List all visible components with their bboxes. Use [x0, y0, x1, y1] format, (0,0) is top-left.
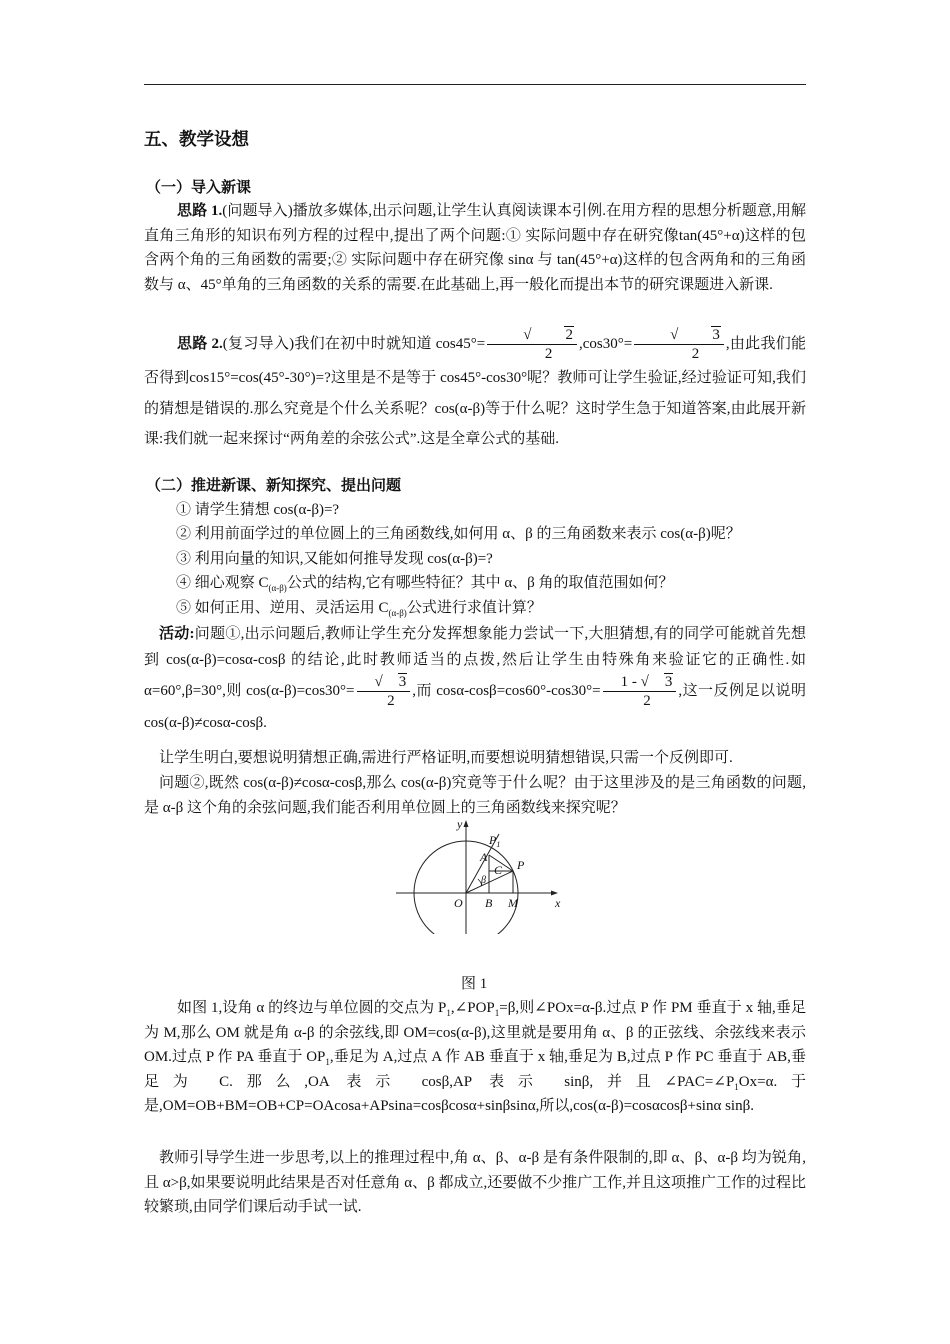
derivation-text-b: ,∠POP: [450, 1000, 495, 1016]
derivation-text-a: 如图 1,设角 α 的终边与单位圆的交点为 P: [177, 1000, 447, 1016]
activity-label: 活动:: [159, 626, 195, 642]
subscript-1: 1: [734, 1081, 739, 1092]
paragraph-derivation: [144, 996, 806, 1119]
fraction-denominator: 2: [643, 693, 651, 709]
label-p1-subscript: 1: [496, 840, 501, 849]
label-a: A: [480, 850, 488, 864]
label-c: C: [494, 863, 503, 877]
x-axis-arrow: [551, 891, 558, 896]
question-2: ② 利用前面学过的单位圆上的三角函数线,如何用 α、β 的三角函数来表示 cos(α-β)呢？: [176, 526, 741, 542]
label-p: P: [517, 858, 525, 872]
derivation-text-e: Ox=α.于是,OM=OB+BM=OB+CP=OAcosa+APsina=cosβcosα+sinβsinα,所以,cos(α-β)=cosαcosβ+sinα sinβ.: [144, 1073, 806, 1114]
fraction-one-minus-sqrt3-over-2: $\frac{1 - √ 3}{2}$: [603, 673, 677, 710]
fraction-sqrt3-over-2-b: $\frac{√ 3}{2}$: [357, 673, 411, 710]
question-4-text-a: ④ 细心观察 C: [176, 575, 269, 591]
approach-1-text: (问题导入)播放多媒体,出示问题,让学生认真阅读课本引例.在用方程的思想分析题意,用解直角三角形的知识布列方程的过程中,提出了两个问题:① 实际问题中存在研究像tan(45°+α)这样的包含两个角的三角函数的需要;② 实际问题中存在研究像 sinα 与 tan(45°+α)这样的包含两角和的三角函数与 α、45°单角的三角函数的关系的需要.在此基础上,再一般化而提出本节的研究课题进入新课.: [144, 203, 806, 293]
derivation-text-d: ,垂足为 A,过点 A 作 AB 垂直于 x 轴,垂足为 B,过点 P 作 PC 垂直于 AB,垂足为 C.那么,OA 表示 cosβ,AP 表示 sinβ,并且∠PAC=∠P: [144, 1049, 807, 1090]
paragraph-question-2: 问题②,既然 cos(α-β)≠cosα-cosβ,那么 cos(α-β)究竟等于什么呢？由于这里涉及的是三角函数的问题,是 α-β 这个角的余弦问题,我们能否利用单位圆上的三角函数线来探究呢？: [144, 775, 806, 816]
label-b: B: [485, 896, 493, 910]
paragraph-approach-1: [144, 199, 806, 297]
approach-1-label: 思路 1.: [177, 203, 223, 219]
fraction-denominator: 2: [544, 346, 553, 362]
label-beta: β: [481, 875, 486, 886]
figure-caption: 图 1: [461, 976, 488, 992]
fraction-sqrt3-over-2: $\frac{√ 3}{2}$: [634, 326, 724, 363]
subscript-1: 1: [446, 1008, 451, 1018]
approach-2-text-b: ,cos30°=: [578, 335, 633, 352]
question-5-text-a: ⑤ 如何正用、逆用、灵活运用 C: [176, 600, 389, 616]
fraction-sqrt2-over-2: $\frac{√ 2}{2}$: [487, 326, 577, 363]
question-4-subscript: (α-β): [268, 583, 287, 593]
label-x: x: [555, 896, 561, 910]
label-p1-letter: P: [489, 833, 497, 847]
derivation-text-c: =β,则∠POx=α-β.过点 P 作 PM 垂直于 x 轴,垂足为 M,那么 OM 就是角 α-β 的余弦线,即 OM=cos(α-β),这里就是要用角 α、β 的正弦线、余弦线来表示 OM.过点 P 作 PA 垂直于 OP: [144, 1000, 807, 1065]
subscript-1: 1: [494, 1008, 500, 1018]
y-axis-arrow: [464, 820, 469, 827]
question-3: ③ 利用向量的知识,又能如何推导发现 cos(α-β)=?: [176, 551, 493, 567]
paragraph-approach-2: [144, 326, 806, 455]
fraction-denominator: 2: [691, 346, 700, 362]
subscript-1: 1: [325, 1057, 330, 1067]
label-m: M: [508, 896, 518, 910]
paragraph-proof-note: 让学生明白,要想说明猜想正确,需进行严格证明,而要想说明猜想错误,只需一个反例即可.: [159, 750, 733, 766]
fraction-denominator: 2: [387, 693, 395, 709]
question-1: ① 请学生猜想 cos(α-β)=?: [176, 502, 340, 518]
question-4-text-b: 公式的结构,它有哪些特征？其中 α、β 角的取值范围如何？: [286, 575, 674, 591]
question-4: [144, 571, 806, 596]
paragraph-activity: [144, 621, 806, 736]
fraction-numerator-prefix: 1 -: [620, 674, 641, 690]
paragraph-generalization: 教师引导学生进一步思考,以上的推理过程中,角 α、β、α-β 是有条件限制的,即 α、β、α-β 均为锐角,且 α>β,如果要说明此结果是否对任意角 α、β 都成立,还要做不少推广工作,并且这项推广工作的过程比较繁琐,由同学们课后动手试一试.: [144, 1150, 806, 1215]
approach-2-text-c: ,由此我们能否得到cos15°=cos(45°-30°)=?这里是不是等于 cos45°-cos30°呢？教师可让学生验证,经过验证可知,我们的猜想是错误的.那么究竟是个什么关系呢？cos(α-β)等于什么呢？这时学生急于知道答案,由此展开新课:我们就一起来探讨“两角差的余弦公式”.这是全章公式的基础.: [144, 335, 806, 447]
activity-text-b: ,而 cosα-cosβ=cos60°-cos30°=: [412, 682, 601, 699]
question-5-subscript: (α-β): [388, 608, 407, 618]
header-rule: [144, 84, 806, 85]
label-o: O: [454, 896, 463, 910]
sqrt3-radicand: 3: [398, 674, 407, 690]
activity-text-a: 问题①,出示问题后,教师让学生充分发挥想象能力尝试一下,大胆猜想,有的同学可能就首先想到 cos(α-β)=cosα-cosβ 的结论,此时教师适当的点拨,然后让学生由特殊角来验证它的正确性.如 α=60°,β=30°,则 cos(α-β)=cos30°=: [144, 626, 806, 699]
sqrt3-radicand: 3: [712, 327, 720, 343]
question-5: [144, 596, 806, 621]
section-heading: 五、教学设想: [144, 129, 249, 149]
activity-text-c: ,这一反例足以说明 cos(α-β)≠cosα-cosβ.: [144, 682, 806, 731]
approach-2-text-a: (复习导入)我们在初中时就知道 cos45°=: [222, 335, 486, 352]
subsection-title-intro: （一）导入新课: [146, 180, 252, 196]
subsection-title-explore: （二）推进新课、新知探究、提出问题: [146, 478, 402, 494]
sqrt2-radicand: 2: [565, 327, 573, 343]
question-5-text-b: 公式进行求值计算？: [406, 600, 542, 616]
label-y: y: [457, 817, 463, 831]
approach-2-label: 思路 2.: [177, 335, 223, 352]
sqrt3-radicand: 3: [664, 674, 673, 690]
unit-circle-figure: [396, 816, 566, 934]
